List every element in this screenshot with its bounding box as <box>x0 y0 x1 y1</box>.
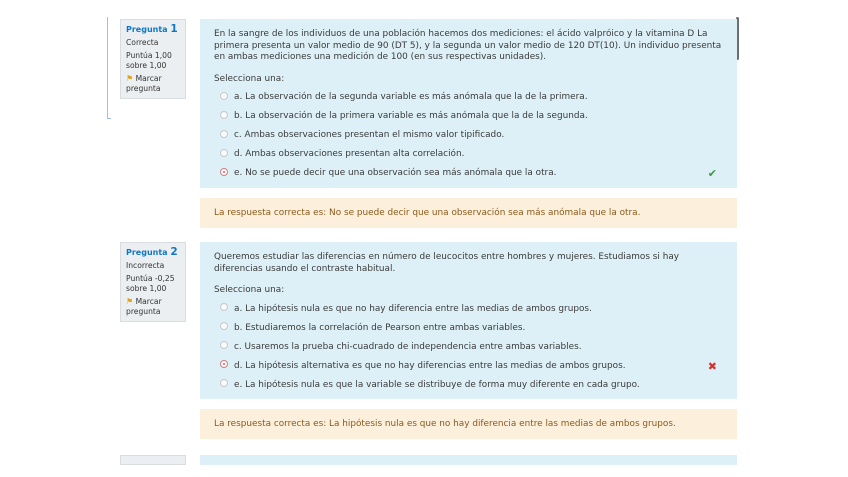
answer-label: a. La observación de la segunda variable es más anómala que la de la primera. <box>234 92 588 103</box>
radio-button[interactable] <box>220 92 228 100</box>
radio-button[interactable] <box>220 341 228 349</box>
question-info-2 <box>120 242 186 322</box>
radio-button[interactable] <box>220 303 228 311</box>
answer-option-b[interactable] <box>214 319 723 338</box>
question-number-1 <box>126 24 180 35</box>
answer-option-d[interactable] <box>214 357 723 376</box>
question-number-value: 2 <box>170 246 178 258</box>
answer-label: d. La hipótesis alternativa es que no hay diferencias entre las medias de ambos grupos. <box>234 360 626 371</box>
question-state: Correcta <box>126 38 159 47</box>
question-grade: Puntúa 1,00 sobre 1,00 <box>126 51 172 70</box>
radio-button-selected[interactable] <box>220 360 228 368</box>
answer-label: e. No se puede decir que una observación sea más anómala que la otra. <box>234 168 557 179</box>
radio-button[interactable] <box>220 379 228 387</box>
question-formulation-3 <box>200 455 737 465</box>
question-state: Incorrecta <box>126 261 165 270</box>
question-label: Pregunta <box>126 248 168 257</box>
question-number-value: 1 <box>170 23 178 35</box>
question-text: En la sangre de los individuos de una población hacemos dos mediciones: el ácido valpróico y la vitamina D La primera presenta un valor medio de 90 (DT 5), y la segunda un valor medio de 120 DT(10). Un individuo presenta en ambas mediciones una medición de 100 (en sus respectivas unidades). <box>214 29 722 63</box>
radio-button[interactable] <box>220 322 228 330</box>
right-answer-feedback-1: La respuesta correcta es: No se puede decir que una observación sea más anómala que la otra. <box>200 198 737 228</box>
answer-option-d[interactable] <box>214 145 723 164</box>
answer-option-b[interactable] <box>214 107 723 126</box>
question-formulation-2 <box>200 242 737 399</box>
answer-label: d. Ambas observaciones presentan alta correlación. <box>234 149 465 160</box>
answer-label: b. La observación de la primera variable es más anómala que la de la segunda. <box>234 111 588 122</box>
answer-option-c[interactable] <box>214 126 723 145</box>
answer-option-e[interactable] <box>214 164 723 183</box>
radio-button[interactable] <box>220 111 228 119</box>
answer-label: e. La hipótesis nula es que la variable se distribuye de forma muy diferente en cada grupo. <box>234 379 640 390</box>
question-info-3 <box>120 455 186 465</box>
right-answer-feedback-2: La respuesta correcta es: La hipótesis nula es que no hay diferencia entre las medias de ambos grupos. <box>200 409 737 439</box>
answer-option-e[interactable] <box>214 376 723 395</box>
flag-question-link[interactable] <box>126 74 180 94</box>
cross-icon: ✖ <box>707 359 717 373</box>
answer-label: a. La hipótesis nula es que no hay diferencia entre las medias de ambos grupos. <box>234 303 592 314</box>
flag-icon: ⚑ <box>126 74 134 83</box>
flag-question-link[interactable] <box>126 297 180 317</box>
flag-question-label: Marcar pregunta <box>126 297 162 316</box>
answer-label: c. Ambas observaciones presentan el mismo valor tipificado. <box>234 130 505 141</box>
question-label: Pregunta <box>126 25 168 34</box>
answer-option-c[interactable] <box>214 338 723 357</box>
radio-button[interactable] <box>220 149 228 157</box>
question-formulation-1 <box>200 19 737 188</box>
question-text: Queremos estudiar las diferencias en número de leucocitos entre hombres y mujeres. Estudiamos si hay diferencias usando el contraste habitual. <box>214 252 680 274</box>
answer-label: c. Usaremos la prueba chi-cuadrado de independencia entre ambas variables. <box>234 341 582 352</box>
question-grade: Puntúa -0,25 sobre 1,00 <box>126 274 175 293</box>
answer-prompt: Selecciona una: <box>214 285 285 296</box>
radio-button-selected[interactable] <box>220 168 228 176</box>
answer-option-a[interactable] <box>214 88 723 107</box>
question-number-2 <box>126 247 180 258</box>
answer-label: b. Estudiaremos la correlación de Pearson entre ambas variables. <box>234 322 526 333</box>
flag-icon: ⚑ <box>126 297 134 306</box>
question-info-1 <box>120 19 186 99</box>
radio-button[interactable] <box>220 130 228 138</box>
check-icon: ✔ <box>707 167 717 181</box>
answer-option-a[interactable] <box>214 300 723 319</box>
flag-question-label: Marcar pregunta <box>126 74 162 93</box>
question-focus-line <box>107 17 108 119</box>
answer-prompt: Selecciona una: <box>214 73 285 84</box>
